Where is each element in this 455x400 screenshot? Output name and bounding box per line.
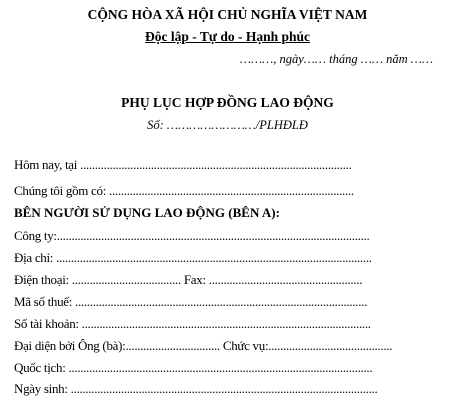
we-include-line: Chúng tôi gồm có: ................................................................................... xyxy=(14,183,354,198)
date-of-birth-field: Ngày sinh: ........................................................................................................ xyxy=(14,381,378,396)
motto: Độc lập - Tự do - Hạnh phúc xyxy=(144,29,311,44)
document-title: PHỤ LỤC HỢP ĐỒNG LAO ĐỘNG xyxy=(121,95,334,110)
date-line: ………, ngày…… tháng …… năm …… xyxy=(239,52,433,66)
tax-code-field: Mã số thuế: ................................................................................................... xyxy=(14,294,368,309)
party-a-heading: BÊN NGƯỜI SỬ DỤNG LAO ĐỘNG (BÊN A): xyxy=(14,205,280,220)
company-field: Công ty:.......................................................................................................... xyxy=(14,228,370,243)
today-at-line: Hôm nay, tại ............................................................................................ xyxy=(14,157,352,172)
phone-fax-field: Điện thoại: ..................................... Fax: .................................................... xyxy=(14,272,363,287)
document-number: Số: ……………………/PLHĐLĐ xyxy=(147,118,308,132)
address-field: Địa chỉ: ........................................................................................................... xyxy=(14,250,372,265)
nationality-field: Quốc tịch: ....................................................................................................... xyxy=(14,360,373,375)
national-title: CỘNG HÒA XÃ HỘI CHỦ NGHĨA VIỆT NAM xyxy=(87,7,368,22)
representative-field: Đại diện bởi Ông (bà):................................ Chức vụ:.......................................... xyxy=(14,338,393,353)
account-number-field: Số tài khoản: .................................................................................................. xyxy=(14,316,371,331)
